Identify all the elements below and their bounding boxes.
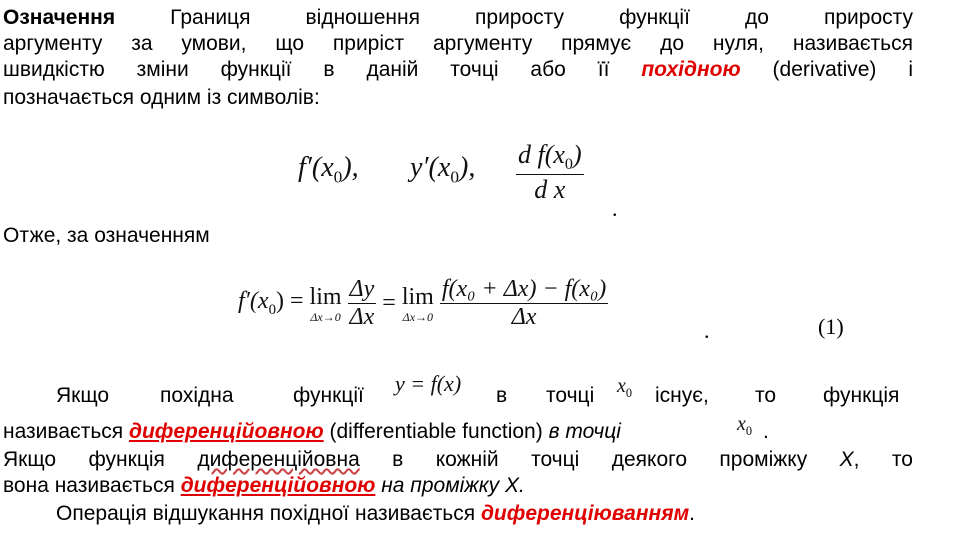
term-differentiable: диференційовною: [128, 420, 324, 443]
formula-dot: .: [704, 318, 710, 343]
definition-line-1: [3, 6, 913, 30]
notation-f-prime: $f'(x_0)$,: [298, 152, 359, 187]
definition-text: швидкістю зміни функції в даній точці або її: [3, 58, 642, 81]
differentiable-line-2: називається диференційовною (differentiable function) в точці $x_0$ .: [3, 413, 769, 443]
term-differentiable-interval: диференційовною: [180, 474, 376, 497]
definition-label: Означення: [3, 6, 116, 29]
formula-number: (1): [818, 314, 844, 339]
interval-line-2: вона називається диференційовною на проміжку X.: [3, 474, 525, 497]
definition-line-4: позначається одним із символів:: [3, 86, 320, 109]
fraction-increment: $\frac{\text{f(x₀ + Δx) − f(x₀)}}{\Delta x}$: [441, 276, 607, 330]
notation-leibniz: $\frac{d f(x_0)}{\text{d x}}$: [518, 140, 582, 205]
definition-line-2: аргументу за умови, що приріст аргументу прямує до нуля, називається: [3, 32, 913, 55]
definition-text: Границя відношення приросту функції до приросту: [115, 6, 913, 29]
differentiation-line: Операція відшукання похідної називається диференціюванням.: [56, 502, 695, 525]
definition-line-3: [3, 58, 913, 82]
term-derivative: похідною: [641, 58, 741, 81]
limit-1: lim Δx→0: [309, 283, 342, 324]
formula-y-fx: y = f(x): [395, 371, 462, 396]
consequently-line: Отже, за означенням: [3, 224, 210, 247]
notation-y-prime: $y'(x_0)$,: [410, 152, 476, 187]
limit-2: lim Δx→0: [401, 283, 434, 324]
interval-line-1: Якщо функція диференційовна в кожній точці деякого проміжку X, то: [3, 448, 913, 471]
fraction-dy-dx: $\frac{\Delta y}{\Delta x}$: [349, 276, 375, 330]
derivative-formula: $f'(x_0)$ = lim Δx→0 $\frac{\Delta y}{\Delta x}$ = lim Δx→0 $\frac{\text{f(x₀ + Δx) − f(x₀)}}{\Delta x}$: [238, 276, 607, 330]
term-differentiation: диференціюванням: [480, 502, 690, 525]
definition-text: (derivative) і: [740, 58, 913, 81]
notation-dot: .: [612, 196, 618, 221]
